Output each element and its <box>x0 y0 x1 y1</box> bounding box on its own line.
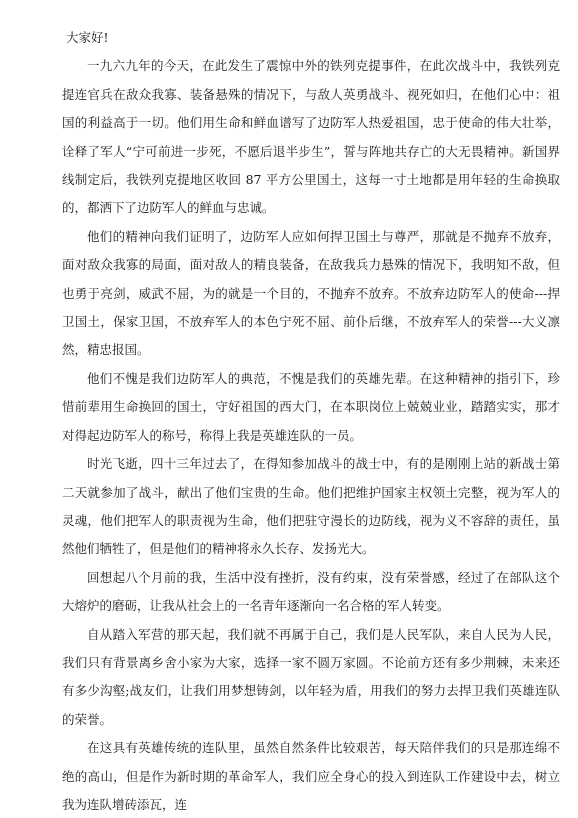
paragraph-3: 他们不愧是我们边防军人的典范，不愧是我们的英雄先辈。在这种精神的指引下，珍惜前辈用生命换回的国土，守好祖国的西大门，在本职岗位上兢兢业业，踏踏实实，那才对得起边防军人的称号，称得上我是英雄连队的一员。 <box>62 370 560 443</box>
paragraph-5: 回想起八个月前的我，生活中没有挫折，没有约束，没有荣誉感，经过了在部队这个大熔炉的磨砺，让我从社会上的一名青年逐渐向一名合格的军人转变。 <box>62 569 560 614</box>
paragraph-2: 他们的精神向我们证明了，边防军人应如何捍卫国土与尊严，那就是不抛弃不放弃，面对敌众我寡的局面，面对敌人的精良装备，在敌我兵力悬殊的情况下，我明知不敌，但也勇于亮剑，威武不屈，为的就是一个目的，不抛弃不放弃。不放弃边防军人的使命---捍卫国土，保家卫国，不放弃军人的本色宁死不屈、前仆后继，不放弃军人的荣誉---大义凛然，精忠报国。 <box>62 228 560 358</box>
document-body <box>62 24 560 818</box>
paragraph-4: 时光飞逝，四十三年过去了，在得知参加战斗的战士中，有的是刚刚上站的新战士第二天就参加了战斗，献出了他们宝贵的生命。他们把维护国家主权领土完整，视为军人的灵魂，他们把军人的职责视为生命，他们把驻守漫长的边防线，视为义不容辞的责任，虽然他们牺牲了，但是他们的精神将永久长存、发扬光大。 <box>62 456 560 557</box>
greeting-line: 大家好! <box>66 30 109 45</box>
paragraph-7: 在这具有英雄传统的连队里，虽然自然条件比较艰苦，每天陪伴我们的只是那连绵不绝的高山，但是作为新时期的革命军人，我们应全身心的投入到连队工作建设中去，树立我为连队增砖添瓦，连 <box>62 740 560 812</box>
paragraph-1: 一九六九年的今天，在此发生了震惊中外的铁列克提事件，在此次战斗中，我铁列克提连官兵在敌众我寡、装备悬殊的情况下，与敌人英勇战斗、视死如归，在他们心中：祖国的利益高于一切。他们用生命和鲜血谱写了边防军人热爱祖国，忠于使命的伟大壮举，诠释了军人“宁可前进一步死，不愿后退半步生”，誓与阵地共存亡的大无畏精神。新国界线制定后，我铁列克提地区收回 87 平方公里国土，这每一寸土地都是用年轻的生命换取的，都洒下了边防军人的鲜血与忠诚。 <box>62 58 560 216</box>
paragraph-6: 自从踏入军营的那天起，我们就不再属于自己，我们是人民军队，来自人民为人民，我们只有背景离乡舍小家为大家，选择一家不圆万家圆。不论前方还有多少荆棘，未来还有多少沟壑;战友们，让我们用梦想铸剑，以年轻为盾，用我们的努力去捍卫我们英雄连队的荣誉。 <box>62 626 560 727</box>
